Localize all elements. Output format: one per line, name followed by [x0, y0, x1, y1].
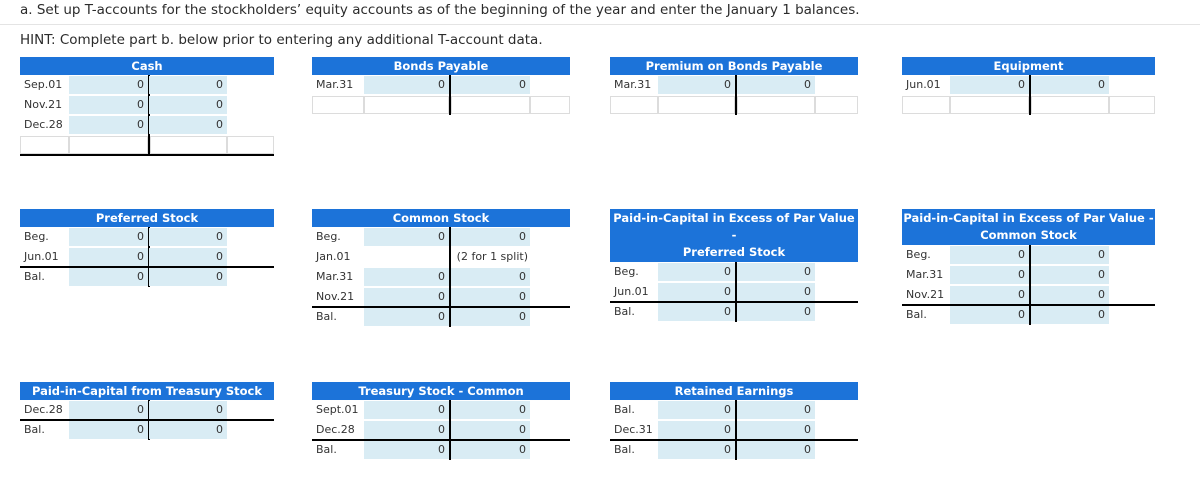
t-account-cash	[20, 57, 274, 155]
entry-date: Dec.28	[24, 403, 63, 416]
credit-input[interactable]: 0	[737, 401, 815, 419]
credit-input[interactable]: 0	[149, 248, 227, 266]
account-title: Paid-in-Capital from Treasury Stock	[20, 382, 274, 400]
empty-debit-input[interactable]	[950, 96, 1029, 114]
entry-date: Mar.31	[614, 78, 652, 91]
entry-date: Jun.01	[614, 285, 649, 298]
credit-input[interactable]: 0	[737, 263, 815, 281]
credit-input[interactable]: 0	[451, 441, 530, 459]
entry-date: Bal.	[614, 443, 635, 456]
debit-input[interactable]: 0	[658, 76, 735, 94]
account-title-line2: Preferred Stock	[682, 245, 786, 259]
empty-date-cell[interactable]	[20, 136, 69, 154]
credit-input[interactable]: 0	[1031, 266, 1109, 284]
credit-input[interactable]: 0	[149, 228, 227, 246]
entry-date: Nov.21	[24, 98, 63, 111]
t-account-pic-preferred	[610, 209, 858, 322]
entry-date: Mar.31	[906, 268, 944, 281]
empty-date-cell[interactable]	[902, 96, 950, 114]
entry-date: Dec.31	[614, 423, 653, 436]
debit-input[interactable]: 0	[658, 441, 735, 459]
entry-date: Bal.	[24, 423, 45, 436]
empty-date-cell[interactable]	[1109, 96, 1155, 114]
t-account-pic-treasury	[20, 382, 274, 440]
credit-input[interactable]: 0	[149, 268, 227, 286]
credit-input[interactable]: 0	[451, 308, 530, 326]
credit-input[interactable]: 0	[149, 76, 227, 94]
debit-input[interactable]: 0	[69, 401, 148, 419]
credit-input[interactable]: 0	[737, 76, 815, 94]
debit-input[interactable]: 0	[364, 288, 449, 306]
entry-date: Jun.01	[906, 78, 941, 91]
instruction-hint: HINT: Complete part b. below prior to entering any additional T-account data.	[20, 32, 543, 48]
empty-debit-input[interactable]	[364, 96, 449, 114]
entry-date: Mar.31	[316, 270, 354, 283]
entry-date: Bal.	[906, 308, 927, 321]
debit-input[interactable]: 0	[658, 303, 735, 321]
debit-input[interactable]: 0	[658, 421, 735, 439]
entry-date: Beg.	[906, 248, 931, 261]
debit-input[interactable]: 0	[69, 116, 148, 134]
entry-date: Beg.	[316, 230, 341, 243]
account-title: Treasury Stock - Common	[312, 382, 570, 400]
debit-input[interactable]: 0	[364, 76, 449, 94]
t-account-bonds-payable	[312, 57, 570, 115]
entry-date: Bal.	[614, 305, 635, 318]
empty-credit-input[interactable]	[150, 136, 227, 154]
debit-input[interactable]: 0	[364, 268, 449, 286]
credit-input[interactable]: 0	[451, 228, 530, 246]
account-title-line1: Paid-in-Capital in Excess of Par Value -	[613, 211, 855, 242]
empty-debit-input[interactable]	[69, 136, 148, 154]
entry-date: Beg.	[614, 265, 639, 278]
debit-input[interactable]: 0	[658, 401, 735, 419]
debit-input[interactable]: 0	[69, 228, 148, 246]
entry-date: Dec.28	[24, 118, 63, 131]
entry-date: Bal.	[24, 270, 45, 283]
credit-input[interactable]: 0	[737, 421, 815, 439]
debit-input[interactable]: 0	[950, 306, 1029, 324]
empty-date-cell[interactable]	[312, 96, 364, 114]
credit-input[interactable]: 0	[1031, 286, 1109, 304]
credit-input[interactable]: 0	[149, 96, 227, 114]
credit-input[interactable]: 0	[737, 303, 815, 321]
account-title	[610, 209, 858, 262]
debit-input[interactable]	[364, 248, 449, 266]
debit-input[interactable]: 0	[69, 76, 148, 94]
debit-input[interactable]: 0	[364, 228, 449, 246]
account-title: Premium on Bonds Payable	[610, 57, 858, 75]
t-account-preferred-stock	[20, 209, 274, 287]
credit-input[interactable]: 0	[737, 441, 815, 459]
debit-input[interactable]: 0	[950, 286, 1029, 304]
credit-input[interactable]: 0	[737, 283, 815, 301]
entry-date: Beg.	[24, 230, 49, 243]
empty-date-cell[interactable]	[610, 96, 658, 114]
t-account-common-stock	[312, 209, 570, 327]
credit-input[interactable]: 0	[451, 401, 530, 419]
credit-input[interactable]: 0	[149, 421, 227, 439]
debit-input[interactable]: 0	[950, 76, 1029, 94]
debit-input[interactable]: 0	[950, 246, 1029, 264]
account-title-line1: Paid-in-Capital in Excess of Par Value -	[903, 211, 1154, 225]
debit-input[interactable]: 0	[69, 96, 148, 114]
debit-input[interactable]: 0	[364, 308, 449, 326]
debit-input[interactable]: 0	[658, 263, 735, 281]
entry-date: Bal.	[316, 310, 337, 323]
account-title: Common Stock	[312, 209, 570, 227]
t-account-equipment	[902, 57, 1155, 115]
debit-input[interactable]: 0	[658, 283, 735, 301]
empty-date-cell[interactable]	[530, 96, 570, 114]
account-title: Preferred Stock	[20, 209, 274, 227]
entry-date: Jun.01	[24, 250, 59, 263]
credit-input[interactable]: 0	[1031, 306, 1109, 324]
entry-date: Jan.01	[316, 250, 351, 263]
empty-date-cell[interactable]	[815, 96, 858, 114]
debit-input[interactable]: 0	[69, 421, 148, 439]
debit-input[interactable]: 0	[950, 266, 1029, 284]
t-account-retained-earnings	[610, 382, 858, 460]
entry-date: Bal.	[614, 403, 635, 416]
credit-input[interactable]: 0	[149, 116, 227, 134]
account-title: Bonds Payable	[312, 57, 570, 75]
credit-input[interactable]: 0	[451, 76, 530, 94]
t-account-pic-common	[902, 209, 1155, 325]
debit-input[interactable]: 0	[69, 248, 148, 266]
account-title-line2: Common Stock	[980, 228, 1077, 242]
account-title: Cash	[20, 57, 274, 75]
account-title: Equipment	[902, 57, 1155, 75]
credit-input[interactable]: 0	[451, 421, 530, 439]
split-note: (2 for 1 split)	[456, 250, 528, 263]
divider	[0, 24, 1200, 25]
entry-date: Sept.01	[316, 403, 359, 416]
instruction-part-a: a. Set up T-accounts for the stockholders’ equity accounts as of the beginning of the year and enter the January 1 balances.	[20, 2, 860, 18]
debit-input[interactable]: 0	[69, 268, 148, 286]
credit-input[interactable]: 0	[1031, 246, 1109, 264]
entry-date: Mar.31	[316, 78, 354, 91]
empty-credit-input[interactable]	[737, 96, 815, 114]
account-title: Retained Earnings	[610, 382, 858, 400]
entry-date: Nov.21	[906, 288, 945, 301]
entry-date: Dec.28	[316, 423, 355, 436]
empty-debit-input[interactable]	[658, 96, 735, 114]
credit-input[interactable]: 0	[451, 268, 530, 286]
entry-date: Sep.01	[24, 78, 63, 91]
empty-credit-input[interactable]	[1031, 96, 1109, 114]
entry-date: Bal.	[316, 443, 337, 456]
debit-input[interactable]: 0	[364, 401, 449, 419]
empty-date-cell[interactable]	[227, 136, 274, 154]
credit-input[interactable]: 0	[451, 288, 530, 306]
credit-input[interactable]: 0	[149, 401, 227, 419]
entry-date: Nov.21	[316, 290, 355, 303]
debit-input[interactable]: 0	[364, 441, 449, 459]
account-title	[902, 209, 1155, 245]
t-account-premium-bonds	[610, 57, 858, 115]
debit-input[interactable]: 0	[364, 421, 449, 439]
credit-input[interactable]: 0	[1031, 76, 1109, 94]
empty-credit-input[interactable]	[451, 96, 530, 114]
t-account-treasury-stock	[312, 382, 570, 460]
